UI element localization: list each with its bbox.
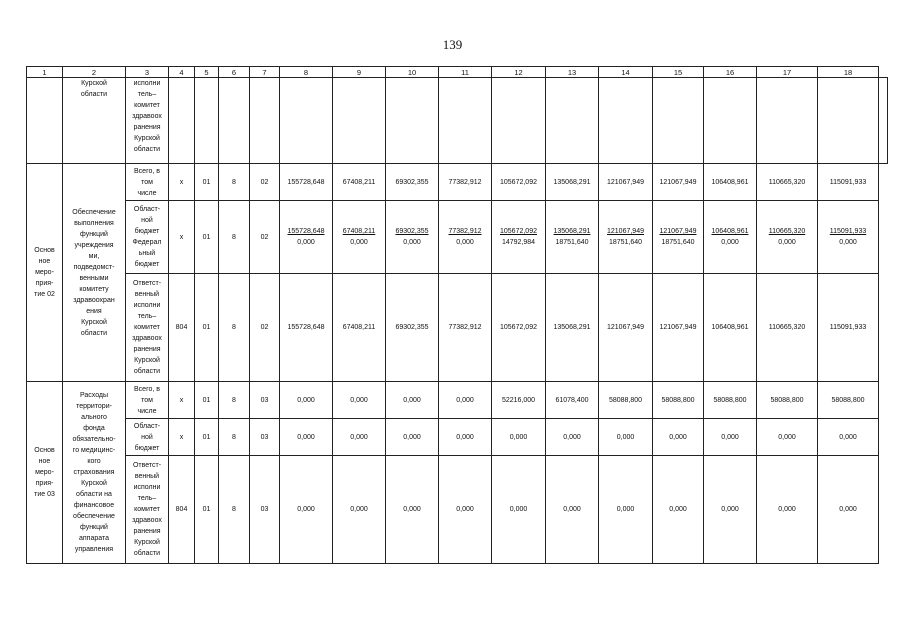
empty-cell: [27, 78, 63, 164]
regional-value: 155728,648: [287, 228, 325, 235]
federal-value: 0,000: [350, 239, 368, 246]
value-cell: 0,000: [653, 456, 704, 564]
value-cell: 106408,961: [704, 274, 757, 382]
value-cell: 77382,912: [439, 274, 492, 382]
value-cell: 0,000: [704, 419, 757, 456]
header-cell: 17: [757, 67, 818, 78]
header-cell: 5: [195, 67, 219, 78]
funding-source-cell: Ответст- венный исполни тель– комитет здравоох ранения Курской области: [126, 456, 169, 564]
value-cell: 69302,355: [386, 164, 439, 201]
value-cell: 121067,949: [653, 274, 704, 382]
code-cell: 03: [250, 456, 280, 564]
federal-value: 0,000: [778, 239, 796, 246]
regional-value: 110665,320: [768, 228, 806, 235]
empty-cell: [386, 78, 439, 164]
regional-value: 67408,211: [342, 228, 376, 235]
value-pair-cell: [280, 201, 333, 274]
value-cell: 61078,400: [546, 382, 599, 419]
value-pair-cell: [546, 201, 599, 274]
empty-cell: [818, 78, 879, 164]
code-cell: 8: [219, 382, 250, 419]
value-cell: 0,000: [757, 456, 818, 564]
header-cell: 18: [818, 67, 879, 78]
table-row: [27, 201, 888, 274]
value-pair-cell: [599, 201, 653, 274]
measure-02-label: Основ ное меро- прия- тие 02: [27, 164, 63, 382]
budget-table: [26, 66, 888, 564]
regional-value: 121067,949: [659, 228, 697, 235]
code-cell: 02: [250, 201, 280, 274]
value-cell: 0,000: [492, 419, 546, 456]
value-cell: 0,000: [599, 419, 653, 456]
code-cell: 01: [195, 456, 219, 564]
value-pair-cell: [492, 201, 546, 274]
code-cell: 8: [219, 456, 250, 564]
federal-value: 0,000: [297, 239, 315, 246]
header-cell: 10: [386, 67, 439, 78]
value-pair-cell: [818, 201, 879, 274]
federal-value: 0,000: [721, 239, 739, 246]
regional-value: 106408,961: [711, 228, 749, 235]
regional-value: 121067,949: [607, 228, 644, 235]
federal-value: 0,000: [839, 239, 857, 246]
header-cell: 14: [599, 67, 653, 78]
value-cell: 0,000: [386, 382, 439, 419]
code-cell: 8: [219, 419, 250, 456]
value-cell: 69302,355: [386, 274, 439, 382]
value-cell: 105672,092: [492, 164, 546, 201]
value-cell: 0,000: [280, 419, 333, 456]
value-cell: 58088,800: [818, 382, 879, 419]
header-cell: 6: [219, 67, 250, 78]
measure-02-description: Обеспечение выполнения функций учреждения ми, подведомст- венными комитету здравоохран ения Курской области: [63, 164, 126, 382]
empty-cell: [879, 78, 888, 164]
code-cell: 01: [195, 164, 219, 201]
value-cell: 0,000: [704, 456, 757, 564]
federal-value: 0,000: [456, 239, 474, 246]
value-cell: 121067,949: [653, 164, 704, 201]
code-cell: 8: [219, 201, 250, 274]
regional-value: 135068,291: [553, 228, 591, 235]
value-cell: 115091,933: [818, 164, 879, 201]
code-cell: 03: [250, 419, 280, 456]
value-cell: 135068,291: [546, 274, 599, 382]
value-pair-cell: [704, 201, 757, 274]
funding-source-cell: Всего, в том числе: [126, 164, 169, 201]
value-cell: 121067,949: [599, 274, 653, 382]
header-cell: 4: [169, 67, 195, 78]
header-cell: 16: [704, 67, 757, 78]
code-cell: 8: [219, 274, 250, 382]
federal-value: 14792,984: [501, 239, 536, 246]
code-cell: 01: [195, 419, 219, 456]
header-cell: 8: [280, 67, 333, 78]
header-cell: 15: [653, 67, 704, 78]
header-cell: 12: [492, 67, 546, 78]
value-cell: 0,000: [757, 419, 818, 456]
value-cell: 67408,211: [333, 164, 386, 201]
table-row: [27, 274, 888, 382]
value-cell: 121067,949: [599, 164, 653, 201]
value-cell: 0,000: [333, 456, 386, 564]
empty-cell: [250, 78, 280, 164]
empty-cell: [653, 78, 704, 164]
code-cell: х: [169, 382, 195, 419]
value-cell: 77382,912: [439, 164, 492, 201]
value-cell: 58088,800: [757, 382, 818, 419]
header-cell: 1: [27, 67, 63, 78]
value-pair-cell: [386, 201, 439, 274]
header-cell: 9: [333, 67, 386, 78]
funding-source-cell: Област- ной бюджет Федерал ьный бюджет: [126, 201, 169, 274]
regional-value: 115091,933: [829, 228, 867, 235]
value-cell: 155728,648: [280, 164, 333, 201]
header-cell: 3: [126, 67, 169, 78]
empty-cell: [599, 78, 653, 164]
value-cell: 58088,800: [704, 382, 757, 419]
empty-cell: [492, 78, 546, 164]
value-cell: 0,000: [546, 419, 599, 456]
federal-value: 18751,640: [555, 239, 589, 246]
value-cell: 0,000: [439, 382, 492, 419]
empty-cell: [333, 78, 386, 164]
code-cell: х: [169, 164, 195, 201]
header-cell: 13: [546, 67, 599, 78]
header-cell: 7: [250, 67, 280, 78]
value-cell: 0,000: [439, 419, 492, 456]
value-cell: 0,000: [333, 419, 386, 456]
value-pair-cell: [757, 201, 818, 274]
measure-03-label: Основ ное меро- прия- тие 03: [27, 382, 63, 564]
funding-source-cell: Всего, в том числе: [126, 382, 169, 419]
federal-value: 0,000: [403, 239, 421, 246]
value-cell: 0,000: [653, 419, 704, 456]
value-cell: 110665,320: [757, 274, 818, 382]
code-cell: 804: [169, 274, 195, 382]
value-cell: 52216,000: [492, 382, 546, 419]
empty-cell: [280, 78, 333, 164]
code-cell: х: [169, 201, 195, 274]
value-cell: 115091,933: [818, 274, 879, 382]
value-cell: 58088,800: [599, 382, 653, 419]
header-cell: 2: [63, 67, 126, 78]
code-cell: 8: [219, 164, 250, 201]
empty-cell: [546, 78, 599, 164]
page-number: 139: [442, 37, 463, 52]
code-cell: 03: [250, 382, 280, 419]
value-cell: 58088,800: [653, 382, 704, 419]
code-cell: 02: [250, 164, 280, 201]
value-cell: 0,000: [386, 456, 439, 564]
continuation-source: исполни тель– комитет здравоох ранения Курской области: [126, 78, 169, 164]
value-cell: 105672,092: [492, 274, 546, 382]
value-cell: 0,000: [280, 382, 333, 419]
empty-cell: [219, 78, 250, 164]
measure-03-description: Расходы территори- ального фонда обязательно- го медицинс- кого страхования Курской области на финансовое обеспечение функций аппарата управления: [63, 382, 126, 564]
regional-value: 105672,092: [500, 228, 537, 235]
code-cell: 02: [250, 274, 280, 382]
table-row: [27, 382, 888, 419]
continuation-description: Курской области: [63, 78, 126, 164]
regional-value: 77382,912: [448, 228, 482, 235]
empty-cell: [757, 78, 818, 164]
value-cell: 106408,961: [704, 164, 757, 201]
value-cell: 0,000: [439, 456, 492, 564]
header-cell: 11: [439, 67, 492, 78]
value-cell: 0,000: [280, 456, 333, 564]
code-cell: 01: [195, 274, 219, 382]
value-cell: 110665,320: [757, 164, 818, 201]
value-pair-cell: [653, 201, 704, 274]
table-row: [27, 419, 888, 456]
code-cell: 01: [195, 201, 219, 274]
value-cell: 0,000: [386, 419, 439, 456]
continuation-row: [27, 78, 888, 164]
funding-source-cell: Ответст- венный исполни тель– комитет здравоох ранения Курской области: [126, 274, 169, 382]
value-cell: 0,000: [546, 456, 599, 564]
empty-cell: [439, 78, 492, 164]
empty-cell: [169, 78, 195, 164]
table-row: [27, 456, 888, 564]
federal-value: 18751,640: [661, 239, 695, 246]
regional-value: 69302,355: [395, 228, 429, 235]
value-cell: 0,000: [492, 456, 546, 564]
value-cell: 0,000: [818, 419, 879, 456]
value-cell: 0,000: [333, 382, 386, 419]
funding-source-cell: Област- ной бюджет: [126, 419, 169, 456]
code-cell: х: [169, 419, 195, 456]
code-cell: 804: [169, 456, 195, 564]
value-pair-cell: [333, 201, 386, 274]
empty-cell: [195, 78, 219, 164]
value-cell: 0,000: [818, 456, 879, 564]
value-pair-cell: [439, 201, 492, 274]
header-row: [27, 67, 888, 78]
value-cell: 67408,211: [333, 274, 386, 382]
value-cell: 0,000: [599, 456, 653, 564]
value-cell: 155728,648: [280, 274, 333, 382]
code-cell: 01: [195, 382, 219, 419]
table-row: [27, 164, 888, 201]
empty-cell: [704, 78, 757, 164]
value-cell: 135068,291: [546, 164, 599, 201]
federal-value: 18751,640: [608, 239, 643, 246]
